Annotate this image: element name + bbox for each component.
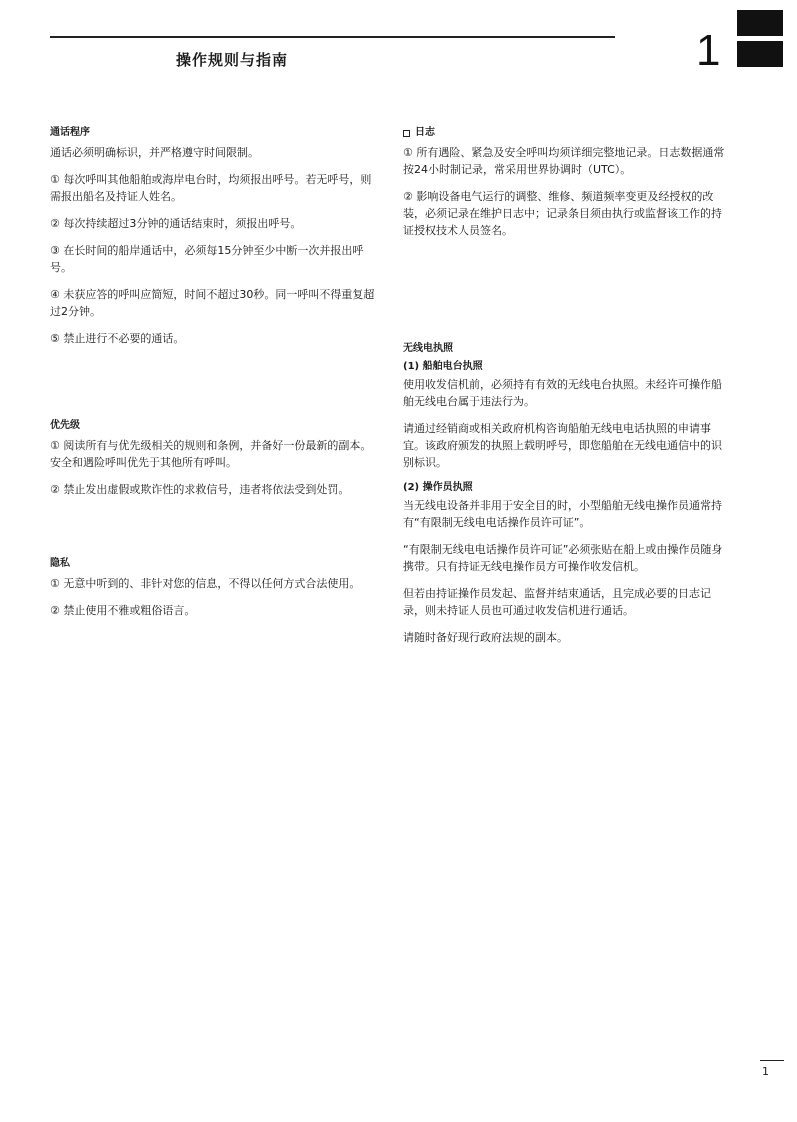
- paragraph: ② 禁止发出虚假或欺诈性的求救信号，违者将依法受到处罚。: [50, 483, 350, 496]
- section-heading: 通话程序: [50, 127, 90, 138]
- page-number: 1: [762, 1065, 769, 1078]
- paragraph: 请随时备好现行政府法规的副本。: [403, 631, 568, 644]
- section-radio-licenses: [403, 342, 728, 656]
- section-priority: [50, 419, 375, 508]
- paragraph: ② 每次持续超过3分钟的通话结束时，须报出呼号。: [50, 217, 302, 230]
- paragraph: ⑤ 禁止进行不必要的通话。: [50, 332, 185, 345]
- footer-rule: [760, 1060, 784, 1061]
- chapter-number: 1: [696, 26, 721, 75]
- paragraph: 通话必须明确标识，并严格遵守时间限制。: [50, 146, 259, 159]
- checkbox-icon: [403, 130, 410, 137]
- section-heading: 优先级: [50, 420, 80, 431]
- section-calling-procedure: [50, 126, 375, 357]
- paragraph: ② 禁止使用不雅或粗俗语言。: [50, 604, 196, 617]
- paragraph: ① 阅读所有与优先级相关的规则和条例，并备好一份最新的副本。安全和遇险呼叫优先于其他所有呼叫。: [50, 439, 372, 469]
- subsection-heading: (2) 操作员执照: [403, 482, 473, 493]
- paragraph: ④ 未获应答的呼叫应简短，时间不超过30秒。同一呼叫不得重复超过2分钟。: [50, 288, 375, 318]
- subsection-heading: (1) 船舶电台执照: [403, 361, 483, 372]
- page-title: 操作规则与指南: [176, 51, 289, 69]
- section-heading: 隐私: [50, 558, 70, 569]
- section-logs: [403, 126, 728, 249]
- paragraph: ① 无意中听到的、非针对您的信息，不得以任何方式合法使用。: [50, 577, 361, 590]
- chapter-tab-marker-top: [737, 10, 783, 36]
- paragraph: 请通过经销商或相关政府机构咨询船舶无线电电话执照的申请事宜。该政府颁发的执照上载明呼号，即您船舶在无线电通信中的识别标识。: [403, 422, 722, 469]
- paragraph: ① 每次呼叫其他船舶或海岸电台时，均须报出呼号。若无呼号，则需报出船名及持证人姓名。: [50, 173, 372, 203]
- section-privacy: [50, 557, 375, 629]
- section-heading: [403, 126, 728, 140]
- section-heading-label: 日志: [415, 127, 435, 138]
- paragraph: ① 所有遇险、紧急及安全呼叫均须详细完整地记录。日志数据通常按24小时制记录，常采用世界协调时（UTC）。: [403, 146, 725, 176]
- paragraph: 当无线电设备并非用于安全目的时，小型船舶无线电操作员通常持有“有限制无线电电话操作员许可证”。: [403, 499, 722, 529]
- header-rule: [50, 36, 615, 38]
- paragraph: 使用收发信机前，必须持有有效的无线电台执照。未经许可操作船舶无线电台属于违法行为。: [403, 378, 722, 408]
- section-heading: 无线电执照: [403, 343, 453, 354]
- chapter-tab-marker-bottom: [737, 41, 783, 67]
- paragraph: ③ 在长时间的船岸通话中，必须每15分钟至少中断一次并报出呼号。: [50, 244, 364, 274]
- paragraph: 但若由持证操作员发起、监督并结束通话，且完成必要的日志记录，则未持证人员也可通过收发信机进行通话。: [403, 587, 711, 617]
- paragraph: “有限制无线电电话操作员许可证”必须张贴在船上或由操作员随身携带。只有持证无线电操作员方可操作收发信机。: [403, 543, 723, 573]
- paragraph: ② 影响设备电气运行的调整、维修、频道频率变更及经授权的改装，必须记录在维护日志中；记录条目须由执行或监督该工作的持证授权技术人员签名。: [403, 190, 722, 237]
